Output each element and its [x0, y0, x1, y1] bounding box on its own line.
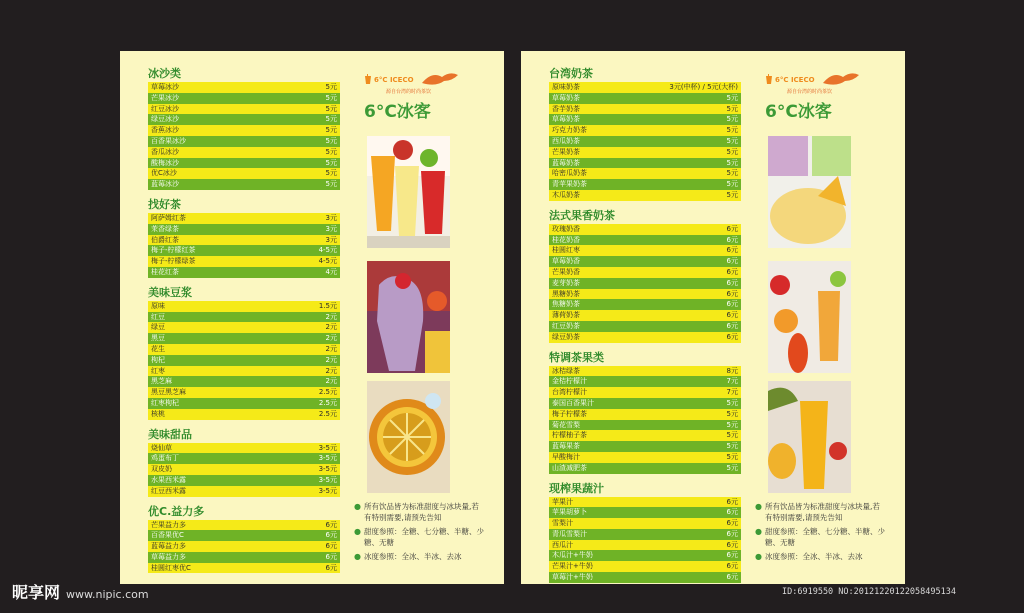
item-name: 黑豆 — [151, 334, 165, 343]
menu-item — [148, 267, 340, 278]
item-price: 5元 — [325, 158, 337, 167]
menu-item — [148, 82, 340, 93]
menu-item — [148, 552, 340, 563]
item-name: 桂圆红枣优C — [151, 563, 191, 572]
item-price: 6元 — [726, 257, 738, 266]
item-price: 5元 — [726, 442, 738, 451]
item-price: 5元 — [726, 431, 738, 440]
item-price: 6元 — [726, 246, 738, 255]
item-price: 7元 — [726, 377, 738, 386]
cup-icon — [364, 74, 372, 86]
section-title: 特调茶果类 — [549, 350, 604, 364]
item-price: 6元 — [726, 508, 738, 517]
item-price: 5元 — [325, 115, 337, 124]
item-price: 6元 — [325, 563, 337, 572]
item-name: 柠檬柚子茶 — [552, 431, 587, 440]
menu-item — [549, 310, 741, 321]
item-price: 4-5元 — [318, 257, 337, 266]
item-name: 蓝莓益力多 — [151, 542, 186, 551]
item-price: 5元 — [325, 169, 337, 178]
image-id-label: ID:6919550 NO:20121220122058495134 — [782, 587, 956, 597]
menu-item — [549, 136, 741, 147]
item-name: 苹果胡萝卜 — [552, 508, 587, 517]
item-price: 2元 — [325, 355, 337, 364]
item-price: 5元 — [325, 180, 337, 189]
item-name: 伯爵红茶 — [151, 235, 179, 244]
item-price: 2元 — [325, 344, 337, 353]
mango-juice-photo — [768, 136, 851, 248]
item-price: 5元 — [325, 126, 337, 135]
item-name: 原味 — [151, 301, 165, 310]
item-name: 绿豆冰沙 — [151, 115, 179, 124]
menu-item — [549, 572, 741, 583]
menu-item — [549, 497, 741, 508]
item-name: 香蕉冰沙 — [151, 126, 179, 135]
item-price: 5元 — [726, 158, 738, 167]
menu-item — [549, 550, 741, 561]
item-price: 5元 — [325, 83, 337, 91]
menu-item — [148, 344, 340, 355]
item-price: 5元 — [726, 147, 738, 156]
note-item: ● 冰度参照：全冰、半冰、去冰 — [354, 552, 462, 561]
item-name: 红豆 — [151, 312, 165, 321]
item-name: 绿豆奶茶 — [552, 332, 580, 341]
item-name: 菊花雪梨 — [552, 420, 580, 429]
item-price: 5元 — [726, 136, 738, 145]
item-price: 5元 — [726, 169, 738, 178]
item-name: 花生 — [151, 344, 165, 353]
menu-item — [148, 179, 340, 190]
item-name: 草莓奶茶 — [552, 115, 580, 124]
item-name: 茉香绿茶 — [151, 224, 179, 233]
logo-slogan: 源自台湾的时尚茶饮 — [386, 89, 432, 95]
item-price: 5元 — [726, 126, 738, 135]
menu-item — [549, 235, 741, 246]
menu-item — [148, 530, 340, 541]
notes-block — [354, 501, 484, 565]
item-price: 4元 — [325, 267, 337, 276]
cup-icon — [765, 74, 773, 86]
item-name: 核桃 — [151, 409, 165, 418]
item-price: 5元 — [325, 147, 337, 156]
menu-item — [148, 333, 340, 344]
item-price: 7元 — [726, 388, 738, 397]
menu-item — [549, 398, 741, 409]
menu-list — [148, 520, 340, 574]
fruit-juice-photo — [768, 261, 851, 373]
item-price: 3-5元 — [318, 486, 337, 495]
menu-item — [549, 158, 741, 169]
item-price: 4-5元 — [318, 246, 337, 255]
menu-item — [148, 443, 340, 454]
menu-item — [148, 104, 340, 115]
item-price: 5元 — [726, 420, 738, 429]
menu-list — [148, 82, 340, 190]
item-price: 5元 — [726, 115, 738, 124]
section-title: 找好茶 — [148, 197, 181, 211]
item-name: 酸梅冰沙 — [151, 158, 179, 167]
item-name: 烧仙草 — [151, 443, 172, 452]
item-name: 草莓汁+牛奶 — [552, 573, 593, 582]
item-name: 芒果奶香 — [552, 267, 580, 276]
item-price: 5元 — [726, 104, 738, 113]
item-name: 黑芝麻 — [151, 377, 172, 386]
item-name: 黑糖奶茶 — [552, 289, 580, 298]
item-name: 雪梨汁 — [552, 519, 573, 528]
item-name: 芒果汁+牛奶 — [552, 562, 593, 571]
item-price: 6元 — [726, 235, 738, 244]
menu-item — [148, 541, 340, 552]
item-price: 6元 — [726, 224, 738, 233]
note-item: ● 甜度参照：全糖、七分糖、半糖、少糖、无糖 — [755, 527, 885, 547]
item-price: 5元 — [726, 93, 738, 102]
menu-page-left — [120, 51, 504, 584]
item-name: 草莓奶香 — [552, 257, 580, 266]
logo-small: 6°C ICECO — [765, 71, 861, 89]
menu-item — [148, 366, 340, 377]
menu-list — [148, 213, 340, 278]
menu-item — [549, 114, 741, 125]
section-title: 美味甜品 — [148, 427, 192, 441]
menu-item — [549, 179, 741, 190]
item-price: 3-5元 — [318, 454, 337, 463]
menu-item — [148, 486, 340, 497]
item-price: 6元 — [726, 267, 738, 276]
item-name: 桂花奶香 — [552, 235, 580, 244]
item-name: 红枣枸杞 — [151, 398, 179, 407]
item-name: 西瓜奶茶 — [552, 136, 580, 145]
butterfly-icon — [821, 71, 861, 89]
menu-item — [549, 289, 741, 300]
menu-item — [549, 190, 741, 201]
item-price: 2.5元 — [318, 409, 337, 418]
menu-item — [148, 301, 340, 312]
item-name: 青瓜雪梨汁 — [552, 529, 587, 538]
section-title: 冰沙类 — [148, 67, 181, 80]
note-item: ● 所有饮品皆为标准甜度与冰块量,若有特别需要,请预先告知 — [755, 502, 880, 522]
item-name: 优C冰沙 — [151, 169, 177, 178]
item-name: 黑豆黑芝麻 — [151, 388, 186, 397]
menu-item — [549, 463, 741, 474]
menu-item — [148, 158, 340, 169]
item-price: 6元 — [325, 520, 337, 529]
item-name: 玫瑰奶香 — [552, 224, 580, 233]
item-price: 6元 — [726, 540, 738, 549]
menu-item — [549, 299, 741, 310]
item-name: 鸡蛋布丁 — [151, 454, 179, 463]
item-name: 木瓜奶茶 — [552, 190, 580, 199]
section-title: 现榨果蔬汁 — [549, 481, 604, 495]
item-price: 3元 — [325, 213, 337, 222]
item-price: 2.5元 — [318, 398, 337, 407]
menu-list — [549, 82, 741, 201]
item-price: 2元 — [325, 334, 337, 343]
logo-slogan: 源自台湾的时尚茶饮 — [787, 89, 833, 95]
menu-item — [549, 409, 741, 420]
menu-item — [549, 125, 741, 136]
menu-item — [148, 213, 340, 224]
item-name: 桂圆红枣 — [552, 246, 580, 255]
menu-list — [549, 497, 741, 583]
note-item: ● 所有饮品皆为标准甜度与冰块量,若有特别需要,请预先告知 — [354, 502, 479, 522]
item-name: 红豆西米露 — [151, 486, 186, 495]
logo-title: 6°C冰客 — [765, 102, 832, 122]
item-name: 百香果冰沙 — [151, 136, 186, 145]
item-name: 木瓜汁+牛奶 — [552, 551, 593, 560]
brand-logo — [364, 71, 460, 122]
menu-item — [549, 441, 741, 452]
item-name: 草莓奶茶 — [552, 93, 580, 102]
item-name: 水果西米露 — [151, 475, 186, 484]
menu-item — [549, 147, 741, 158]
menu-item — [148, 409, 340, 420]
item-price: 6元 — [726, 562, 738, 571]
item-price: 6元 — [726, 497, 738, 506]
menu-item — [148, 563, 340, 574]
menu-item — [549, 529, 741, 540]
menu-item — [549, 267, 741, 278]
menu-item — [148, 114, 340, 125]
orange-juice-photo — [768, 381, 851, 493]
section-title: 美味豆浆 — [148, 285, 192, 299]
item-name: 苹果汁 — [552, 497, 573, 506]
item-price: 3元 — [325, 224, 337, 233]
item-name: 阿萨姆红茶 — [151, 213, 186, 222]
item-price: 2元 — [325, 366, 337, 375]
item-name: 梅子柠檬茶 — [552, 409, 587, 418]
item-name: 蓝莓果茶 — [552, 442, 580, 451]
item-price: 2元 — [325, 377, 337, 386]
menu-list — [148, 301, 340, 420]
item-price: 3-5元 — [318, 475, 337, 484]
menu-item — [148, 245, 340, 256]
item-price: 2元 — [325, 312, 337, 321]
item-price: 5元 — [726, 190, 738, 199]
note-item: ● 甜度参照：全糖、七分糖、半糖、少糖、无糖 — [354, 527, 484, 547]
menu-page-right — [521, 51, 905, 584]
menu-column — [148, 67, 340, 581]
menu-item — [549, 332, 741, 343]
menu-item — [549, 561, 741, 572]
section-title: 法式果香奶茶 — [549, 208, 615, 222]
item-name: 哈密瓜奶茶 — [552, 169, 587, 178]
menu-item — [148, 168, 340, 179]
menu-item — [549, 376, 741, 387]
item-price: 6元 — [726, 519, 738, 528]
menu-item — [549, 245, 741, 256]
item-name: 百香果优C — [151, 531, 184, 540]
menu-item — [148, 256, 340, 267]
item-price: 5元 — [726, 409, 738, 418]
menu-item — [549, 168, 741, 179]
item-name: 梅子-柠檬绿茶 — [151, 257, 196, 266]
menu-item — [148, 464, 340, 475]
item-name: 山渣减肥茶 — [552, 463, 587, 472]
item-name: 原味奶茶 — [552, 83, 580, 91]
item-price: 6元 — [325, 542, 337, 551]
item-price: 6元 — [726, 311, 738, 320]
menu-item — [549, 518, 741, 529]
logo-title: 6°C冰客 — [364, 102, 431, 122]
item-price: 2元 — [325, 323, 337, 332]
menu-item — [148, 136, 340, 147]
item-name: 香瓜冰沙 — [151, 147, 179, 156]
item-name: 红豆冰沙 — [151, 104, 179, 113]
item-price: 8元 — [726, 366, 738, 375]
butterfly-icon — [420, 71, 460, 89]
menu-list — [549, 366, 741, 474]
menu-item — [148, 235, 340, 246]
item-name: 枸杞 — [151, 355, 165, 364]
item-price: 3元(中杯) / 5元(大杯) — [669, 83, 738, 91]
item-name: 台湾柠檬汁 — [552, 388, 587, 397]
menu-item — [148, 355, 340, 366]
menu-item — [148, 224, 340, 235]
item-name: 红豆奶茶 — [552, 321, 580, 330]
item-name: 西瓜汁 — [552, 540, 573, 549]
item-price: 6元 — [726, 278, 738, 287]
item-name: 芒果奶茶 — [552, 147, 580, 156]
menu-item — [549, 540, 741, 551]
item-name: 蓝莓奶茶 — [552, 158, 580, 167]
item-name: 草莓冰沙 — [151, 83, 179, 91]
menu-item — [148, 398, 340, 409]
logo-small: 6°C ICECO — [364, 71, 460, 89]
item-name: 桂花红茶 — [151, 267, 179, 276]
item-price: 3-5元 — [318, 443, 337, 452]
item-price: 6元 — [726, 573, 738, 582]
item-price: 5元 — [325, 104, 337, 113]
menu-item — [148, 520, 340, 531]
menu-item — [549, 366, 741, 377]
item-price: 6元 — [726, 289, 738, 298]
berry-shake-photo — [367, 261, 450, 373]
menu-item — [549, 430, 741, 441]
item-name: 红枣 — [151, 366, 165, 375]
menu-item — [549, 104, 741, 115]
menu-item — [549, 93, 741, 104]
item-price: 6元 — [726, 551, 738, 560]
item-name: 冰桔绿茶 — [552, 366, 580, 375]
item-price: 5元 — [726, 463, 738, 472]
menu-item — [549, 452, 741, 463]
item-name: 蓝莓冰沙 — [151, 180, 179, 189]
item-price: 6元 — [726, 529, 738, 538]
smoothie-photo — [367, 136, 450, 248]
item-name: 芒果冰沙 — [151, 93, 179, 102]
brand-logo — [765, 71, 861, 122]
item-price: 6元 — [726, 300, 738, 309]
menu-item — [148, 93, 340, 104]
item-name: 薄荷奶茶 — [552, 311, 580, 320]
section-title: 优C.益力多 — [148, 504, 205, 518]
menu-item — [549, 256, 741, 267]
menu-item — [148, 387, 340, 398]
item-name: 金桔柠檬汁 — [552, 377, 587, 386]
item-name: 焦糖奶茶 — [552, 300, 580, 309]
item-name: 草莓益力多 — [151, 552, 186, 561]
menu-item — [549, 420, 741, 431]
item-name: 双皮奶 — [151, 465, 172, 474]
menu-item — [549, 278, 741, 289]
item-name: 梅子-柠檬红茶 — [151, 246, 196, 255]
menu-list — [549, 224, 741, 343]
note-item: ● 冰度参照：全冰、半冰、去冰 — [755, 552, 863, 561]
item-price: 6元 — [726, 321, 738, 330]
item-name: 香芋奶茶 — [552, 104, 580, 113]
item-price: 5元 — [726, 180, 738, 189]
watermark: 昵享网 www.nipic.com — [12, 583, 149, 602]
item-name: 芒果益力多 — [151, 520, 186, 529]
item-price: 3-5元 — [318, 465, 337, 474]
menu-item — [148, 312, 340, 323]
notes-block — [755, 501, 885, 565]
item-name: 巧克力奶茶 — [552, 126, 587, 135]
menu-item — [549, 507, 741, 518]
lemon-tea-photo — [367, 381, 450, 493]
item-price: 5元 — [325, 93, 337, 102]
item-price: 6元 — [325, 552, 337, 561]
menu-list — [148, 443, 340, 497]
menu-item — [148, 125, 340, 136]
item-price: 6元 — [726, 332, 738, 341]
menu-item — [549, 82, 741, 93]
menu-item — [148, 376, 340, 387]
menu-item — [549, 321, 741, 332]
menu-column — [549, 67, 741, 591]
item-price: 3元 — [325, 235, 337, 244]
item-name: 泰国百香果汁 — [552, 398, 594, 407]
item-price: 1.5元 — [318, 301, 337, 310]
section-title: 台湾奶茶 — [549, 67, 593, 80]
menu-item — [148, 147, 340, 158]
item-price: 5元 — [726, 398, 738, 407]
item-price: 2.5元 — [318, 388, 337, 397]
menu-item — [148, 322, 340, 333]
menu-item — [549, 224, 741, 235]
menu-item — [148, 475, 340, 486]
item-name: 青苹果奶茶 — [552, 180, 587, 189]
item-name: 麦芽奶茶 — [552, 278, 580, 287]
menu-item — [148, 453, 340, 464]
menu-item — [549, 387, 741, 398]
item-name: 绿豆 — [151, 323, 165, 332]
item-price: 5元 — [726, 452, 738, 461]
item-name: 早酸梅汁 — [552, 452, 580, 461]
item-price: 6元 — [325, 531, 337, 540]
item-price: 5元 — [325, 136, 337, 145]
